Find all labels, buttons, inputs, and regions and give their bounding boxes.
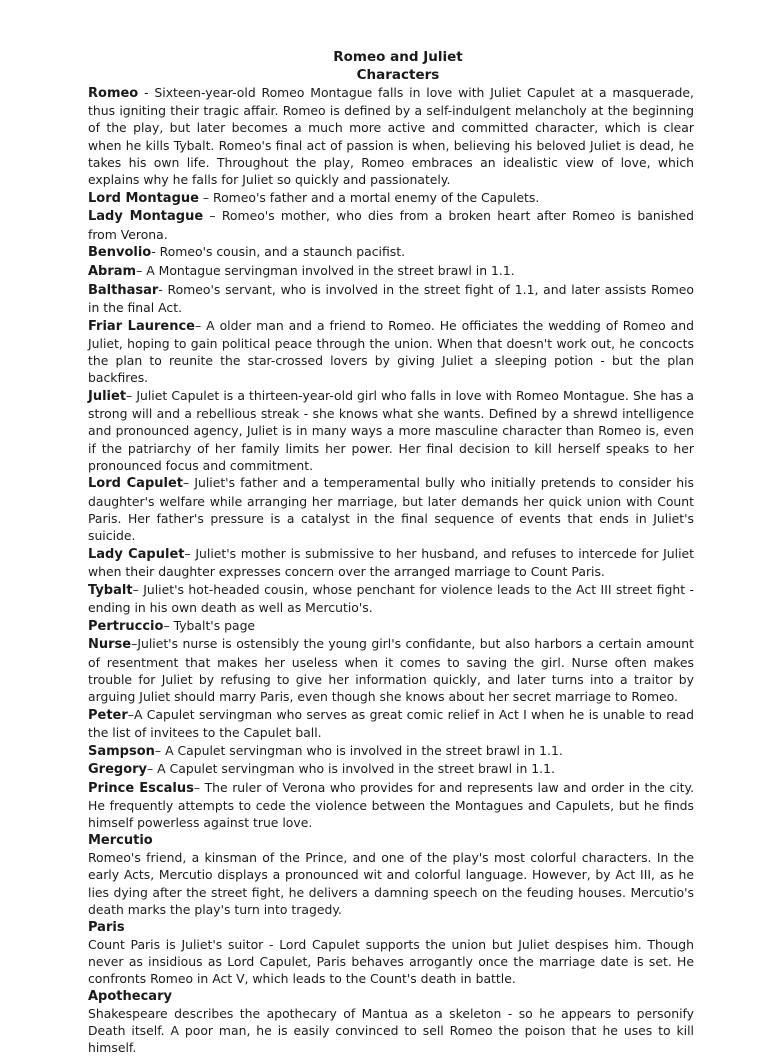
character-name: Lady Montague [88,209,204,225]
character-description: Romeo's servant, who is involved in the street fight of 1.1, and later assists Romeo in the final Act. [88,281,694,315]
character-description: Juliet Capulet is a thirteen-year-old girl who falls in love with Romeo Montague. She has a strong will and a rebellious streak - she knows what she wants. Defined by a shrewd intelligence and pronounced agency, Juliet is in many ways a more masculine character than Romeo is, even if the patriarchy of her family limits her power. Her final decision to kill herself speaks to her pronounced focus and commitment. [88,387,694,473]
character-entry-lady-montague [88,207,694,242]
character-name: Sampson [88,743,155,759]
character-name: Romeo [88,86,139,101]
separator: – [198,189,214,205]
character-name: Prince Escalus [88,780,194,796]
character-entry-sampson [88,742,694,760]
separator: – [183,475,195,491]
character-description: Juliet's mother is submissive to her husband, and refuses to intercede for Juliet when their daughter expresses concern over the arranged marriage to Count Paris. [88,545,694,579]
separator: – [132,581,144,597]
character-description: Juliet's hot-headed cousin, whose penchant for violence leads to the Act III street fight - ending in his own death as well as Mercutio's. [88,581,694,615]
character-name: Lady Capulet [88,546,185,562]
character-entry-peter [88,706,694,741]
separator: – [126,387,137,403]
character-name: Abram [88,264,137,280]
character-name: Pertruccio [88,618,164,634]
character-description: Romeo's father and a mortal enemy of the Capulets. [213,189,540,205]
character-entry-benvolio [88,243,694,261]
section-heading-paris: Paris [88,919,125,935]
character-name: Friar Laurence [88,318,195,334]
character-description: Romeo's cousin, and a staunch pacifist. [159,244,406,260]
character-entry-romeo [88,84,694,188]
character-name: Juliet [88,388,127,404]
separator: - [158,281,168,297]
character-name: Nurse [88,637,132,653]
character-entry-abram [88,262,694,280]
document-title: Romeo and Juliet [333,49,463,65]
separator: – [184,545,196,561]
character-name: Lord Montague [88,190,199,206]
character-description: Tybalt's page [173,617,256,633]
character-description: A Montague servingman involved in the street brawl in 1.1. [146,263,515,279]
character-name: Tybalt [88,582,133,598]
separator: – [136,263,147,279]
character-entry-balthasar [88,281,694,316]
character-entry-juliet [88,387,694,474]
character-description: The ruler of Verona who provides for and represents law and order in the city. He frequently attempts to cede the violence between the Montagues and Capulets, but he finds himself powerless against true love. [88,779,695,831]
character-description: Juliet's nurse is ostensibly the young girl's confidante, but also harbors a certain amount of resentment that makes her useless when it comes to saving the girl. Nurse often makes trouble for Juliet by refusing to give her information quickly, and later turns into a traitor by arguing Juliet should marry Paris, even though she knows about her secret marriage to Romeo. [88,636,694,704]
section-heading-mercutio: Mercutio [88,833,153,849]
character-description: Romeo's mother, who dies from a broken heart after Romeo is banished from Verona. [88,208,694,242]
character-name: Lord Capulet [88,476,183,492]
section-text-paris: Count Paris is Juliet's suitor - Lord Capulet supports the union but Juliet despises him. Though never as insidious as Lord Capulet, Paris behaves arrogantly once the marriage date is set. He confronts Romeo in Act V, which leads to the Count's death in battle. [88,936,694,987]
document-page [88,48,694,1057]
character-description: A Capulet servingman who serves as great comic relief in Act I when he is unable to read the list of invitees to the Capulet ball. [88,706,694,740]
character-entry-lady-capulet [88,545,694,580]
character-entry-prince-escalus [88,779,694,832]
character-name: Gregory [88,762,148,778]
character-description: Juliet's father and a temperamental bully who initially pretends to consider his daughter's welfare while arranging her marriage, but later demands her quick union with Count Paris. Her father's pressure is a catalyst in the final sequence of events that ends in Juliet's suicide. [88,475,694,544]
separator: – [154,742,166,758]
character-entry-tybalt [88,581,694,616]
character-name: Balthasar [88,282,159,298]
separator: – [194,317,207,333]
character-entry-gregory [88,760,694,778]
section-heading-apothecary: Apothecary [88,988,172,1004]
separator: – [131,636,138,652]
character-entry-pertruccio [88,617,694,635]
separator: - [138,85,155,100]
separator: - [151,244,160,260]
document-subtitle: Characters [356,67,440,83]
section-text-apothecary: Shakespeare describes the apothecary of Mantua as a skeleton - so he appears to personify Death itself. A poor man, he is easily convinced to sell Romeo the poison that he uses to kill himself. [88,1006,694,1056]
separator: – [203,208,222,224]
separator: – [193,779,205,795]
character-entry-lord-capulet [88,474,694,544]
character-entry-lord-montague [88,189,694,207]
character-entry-friar-laurence [88,317,694,387]
character-name: Benvolio [88,245,152,261]
character-description: A older man and a friend to Romeo. He officiates the wedding of Romeo and Juliet, hoping to gain political peace through the union. When that doesn't work out, he concocts the plan to reunite the star-crossed lovers by giving Juliet a sleeping potion - but the plan backfires. [88,317,694,386]
character-description: Sixteen-year-old Romeo Montague falls in love with Juliet Capulet at a masquerade, thus igniting their tragic affair. Romeo is defined by a self-indulgent melancholy at the beginning of the play, but later becomes a much more active and committed character, which is clear when he kills Tybalt. Romeo's final act of passion is when, believing his beloved Juliet is dead, he takes his own life. Throughout the play, Romeo embraces an idealistic view of love, which explains why he falls for Juliet so quickly and passionately. [88,85,694,188]
character-name: Peter [88,707,128,723]
separator: – [127,706,134,722]
character-entry-nurse [88,635,694,705]
character-description: A Capulet servingman who is involved in the street brawl in 1.1. [165,742,563,758]
separator: – [163,617,174,633]
character-description: A Capulet servingman who is involved in the street brawl in 1.1. [157,761,555,777]
separator: – [147,761,158,777]
section-text-mercutio: Romeo's friend, a kinsman of the Prince, and one of the play's most colorful characters. In the early Acts, Mercutio displays a pronounced wit and colorful language. However, by Act III, as he lies dying after the street fight, he delivers a damning speech on the feuding houses. Mercutio's death marks the play's turn into tragedy. [88,850,694,917]
